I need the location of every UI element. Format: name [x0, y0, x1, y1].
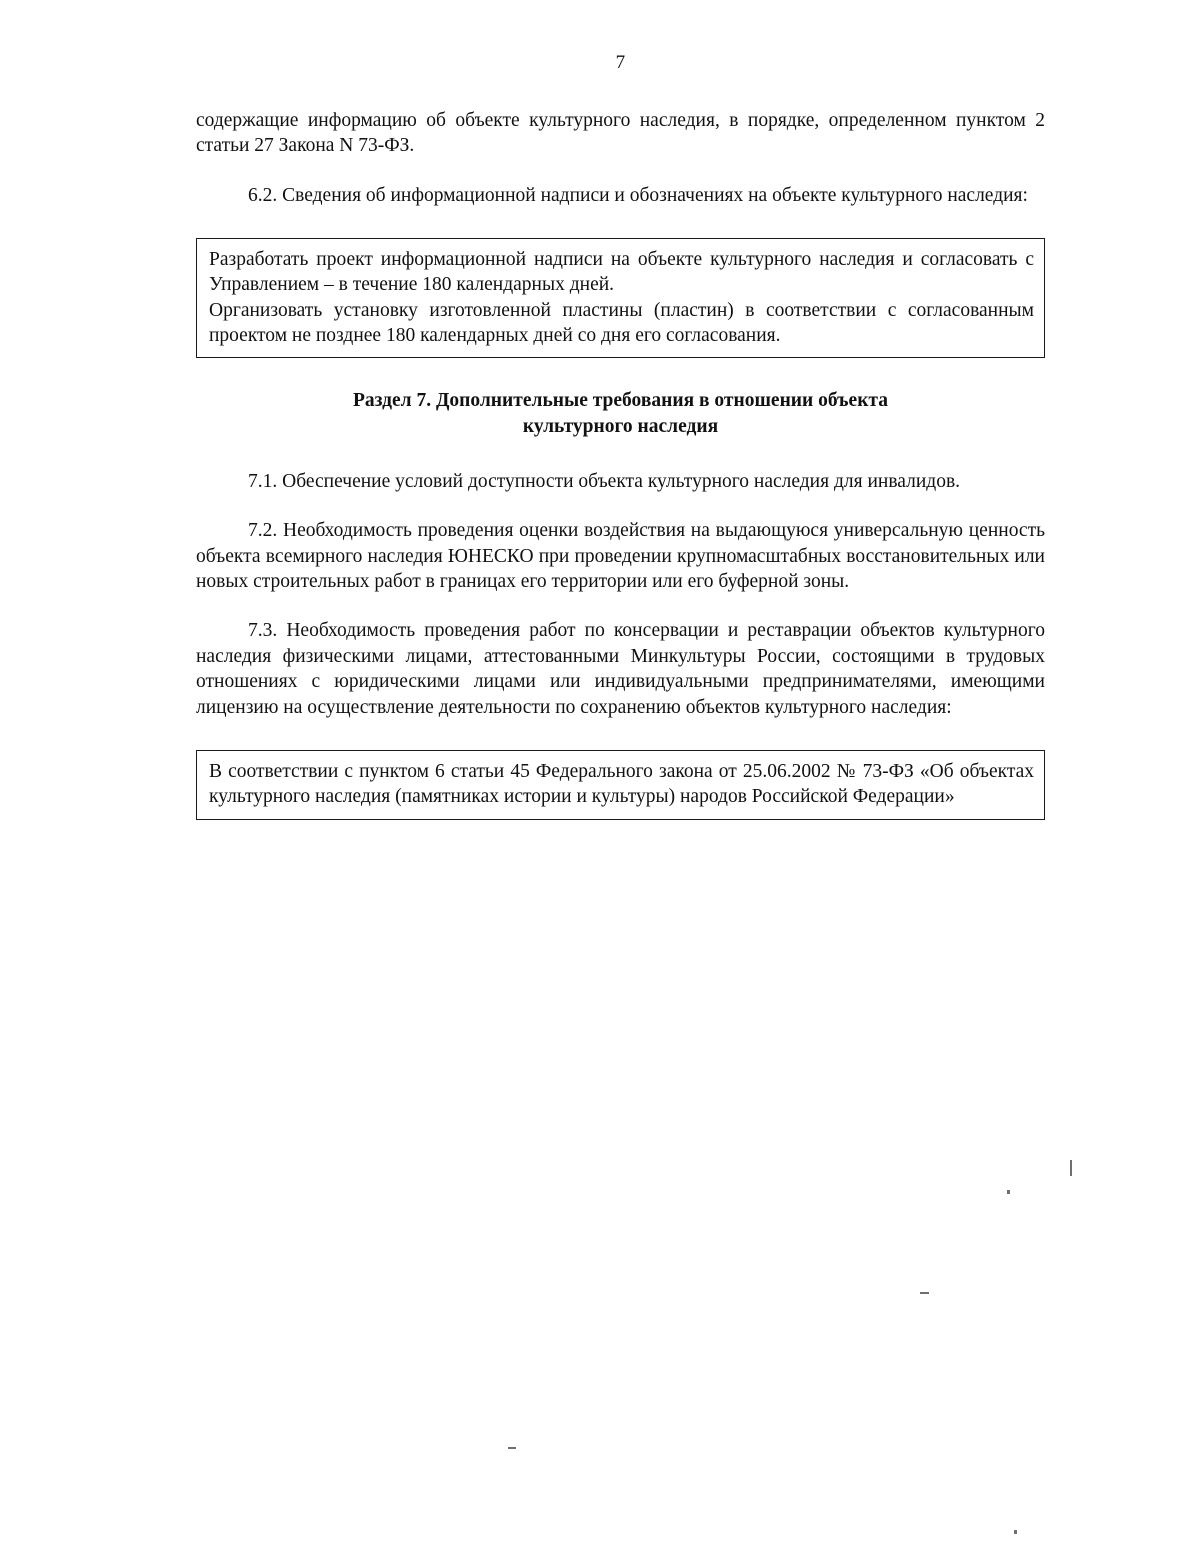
requirement-box-2-text: В соответствии с пунктом 6 статьи 45 Федерального закона от 25.06.2002 № 73-ФЗ «Об объектах культурного наследия (памятниках истории и культуры) народов Российской Федерации»: [209, 760, 1034, 808]
requirement-box-1: [196, 238, 1045, 358]
section-7-heading-line-2: культурного наследия: [522, 415, 719, 437]
clause-7-2: 7.2. Необходимость проведения оценки воздействия на выдающуюся универсальную ценность объекта всемирного наследия ЮНЕСКО при проведении крупномасштабных восстановительных или новых строительных работ в границах его территории или его буферной зоны.: [196, 520, 1045, 593]
scan-tick-2: [1007, 1190, 1010, 1194]
page-content: [196, 108, 1045, 820]
scan-tick-4: [508, 1447, 516, 1449]
page-number: 7: [615, 52, 626, 73]
requirement-box-1-line-2: Организовать установку изготовленной пластины (пластин) в соответствии с согласованным проектом не позднее 180 календарных дней со дня его согласования.: [209, 299, 1034, 347]
paragraph-intro: содержащие информацию об объекте культурного наследия, в порядке, определенном пунктом 2 статьи 27 Закона N 73-ФЗ.: [196, 110, 1045, 157]
requirement-box-1-line-1: Разработать проект информационной надписи на объекте культурного наследия и согласовать с Управлением – в течение 180 календарных дней.: [209, 249, 1034, 296]
clause-7-3: 7.3. Необходимость проведения работ по консервации и реставрации объектов культурного наследия физическими лицами, аттестованными Минкультуры России, состоящими в трудовых отношениях с юридическими лицами или индивидуальными предпринимателями, имеющими лицензию на осуществление деятельности по сохранению объектов культурного наследия:: [196, 620, 1045, 718]
requirement-box-2: [196, 750, 1045, 820]
scan-tick-3: [920, 1292, 929, 1294]
clause-7-1: 7.1. Обеспечение условий доступности объекта культурного наследия для инвалидов.: [248, 471, 961, 493]
section-7-heading: [196, 388, 1045, 439]
scan-tick-1: [1070, 1160, 1072, 1176]
section-7-heading-line-1: Раздел 7. Дополнительные требования в отношении объекта: [352, 390, 888, 412]
scan-tick-5: [1014, 1530, 1017, 1534]
clause-6-2: 6.2. Сведения об информационной надписи и обозначениях на объекте культурного наследия:: [248, 184, 1028, 206]
